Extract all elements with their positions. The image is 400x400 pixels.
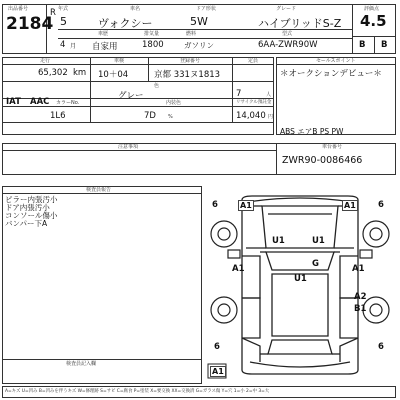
damage-roof: U1 (294, 274, 307, 284)
car-name-label: 車名 (130, 6, 141, 12)
model: 6AA-ZWR90W (258, 40, 318, 50)
chassis-number: ZWR90-0086466 (282, 155, 363, 166)
notes-title: 注意事項 (118, 144, 139, 150)
mileage: 65,302 (38, 68, 68, 78)
month-suffix: 月 (70, 43, 77, 50)
year-value: 5 (60, 15, 67, 28)
fuel-label: 燃料 (186, 31, 197, 37)
inspection-label: 車検 (114, 58, 125, 64)
damage-hood-right: U1 (312, 236, 325, 246)
equipment-list: ABS エアB PS PW (280, 127, 344, 136)
recycle-fee: 14,040 (236, 111, 266, 121)
inspection-line: ピラー内張汚小 (5, 195, 58, 204)
inspection-line: バンパー下A (5, 219, 48, 228)
year-prefix: R (50, 8, 56, 18)
damage-hood-left: U1 (272, 236, 285, 246)
damage-right-rear-b: B1 (354, 304, 367, 314)
doors: 5W (190, 15, 208, 28)
ac: AAC (30, 97, 50, 107)
damage-legend: A=キズ U=凹み B=凹みを伴うキズ W=修理跡 S=サビ C=腐食 P=塗装 X=要交換 XX=交換済 G=ガラス傷 Y=穴 1=小 2=中 3=大 (5, 389, 270, 394)
lot-number: 2184 (6, 14, 54, 34)
month-value: 4 (60, 40, 66, 50)
transmission: IAT (6, 97, 21, 107)
usage-label: 車歴 (98, 31, 109, 37)
inspection-line: コンソール傷小 (5, 211, 58, 220)
grade-label: グレード (276, 6, 297, 12)
color-code-label: カラーNo. (56, 100, 80, 106)
mileage-label: 走行 (40, 58, 51, 64)
color-label: 色 (154, 83, 160, 89)
interior-unit: % (168, 114, 173, 120)
model-label: 型式 (282, 31, 293, 37)
recycle-unit: 円 (268, 114, 274, 120)
exterior-score: B (381, 40, 388, 50)
usage: 自家用 (92, 42, 118, 52)
chassis-label: 車台番号 (322, 144, 343, 150)
car-diagram (202, 186, 396, 384)
sales-point-title: セールスポイント (316, 58, 356, 64)
damage-front-bumper-right: 6 (378, 200, 384, 210)
damage-front-right: A1 (344, 201, 356, 210)
capacity: 7 (236, 89, 242, 99)
damage-front-bumper-left: 6 (212, 200, 218, 210)
interior-code: 7D (144, 111, 156, 121)
interior-score: B (359, 40, 366, 50)
recycle-label: リサイクル預託金 (236, 100, 272, 105)
damage-right-rear-a: A2 (354, 292, 367, 302)
plate: 京都 331ヌ1813 (154, 70, 221, 80)
year-label: 年式 (58, 6, 69, 12)
inspection-expiry: 10＋04 (98, 70, 129, 80)
fuel: ガソリン (184, 41, 214, 50)
sales-point-text: ＊オークションデビュー＊ (280, 69, 382, 79)
capacity-unit: 人 (266, 92, 272, 98)
grade: ハイブリッドS-Z (258, 17, 342, 30)
lot-number-label: 出品番号 (8, 6, 29, 12)
plate-label: 登録番号 (180, 58, 201, 64)
damage-windshield: G (312, 259, 319, 269)
score-label: 評価点 (364, 6, 380, 12)
car-diagram-area (202, 186, 396, 384)
inspection-lines (5, 196, 58, 228)
inspection-report-title: 検査員報告 (86, 187, 112, 193)
color: グレー (118, 91, 144, 101)
damage-left-mid: A1 (232, 264, 245, 274)
damage-rear-right: 6 (378, 342, 384, 352)
damage-rear-left: 6 (214, 342, 220, 352)
damage-front-left: A1 (240, 201, 252, 210)
interior-color-label: 内装色 (166, 100, 182, 106)
color-code: 1L6 (50, 111, 66, 121)
score: 4.5 (360, 12, 387, 30)
damage-right-mid: A1 (352, 264, 365, 274)
seats-label: 定員 (248, 58, 259, 64)
doors-label: ドア形状 (196, 6, 216, 12)
cc: 1800 (142, 40, 164, 50)
mileage-unit: km (73, 68, 87, 78)
cc-label: 排気量 (144, 31, 160, 37)
car-name: ヴォクシー (98, 17, 153, 30)
inspection-line: ドア内張汚小 (5, 203, 50, 212)
inspector-footer-label: 検査員記入欄 (66, 361, 97, 367)
damage-rear-bottom: A1 (212, 367, 224, 376)
